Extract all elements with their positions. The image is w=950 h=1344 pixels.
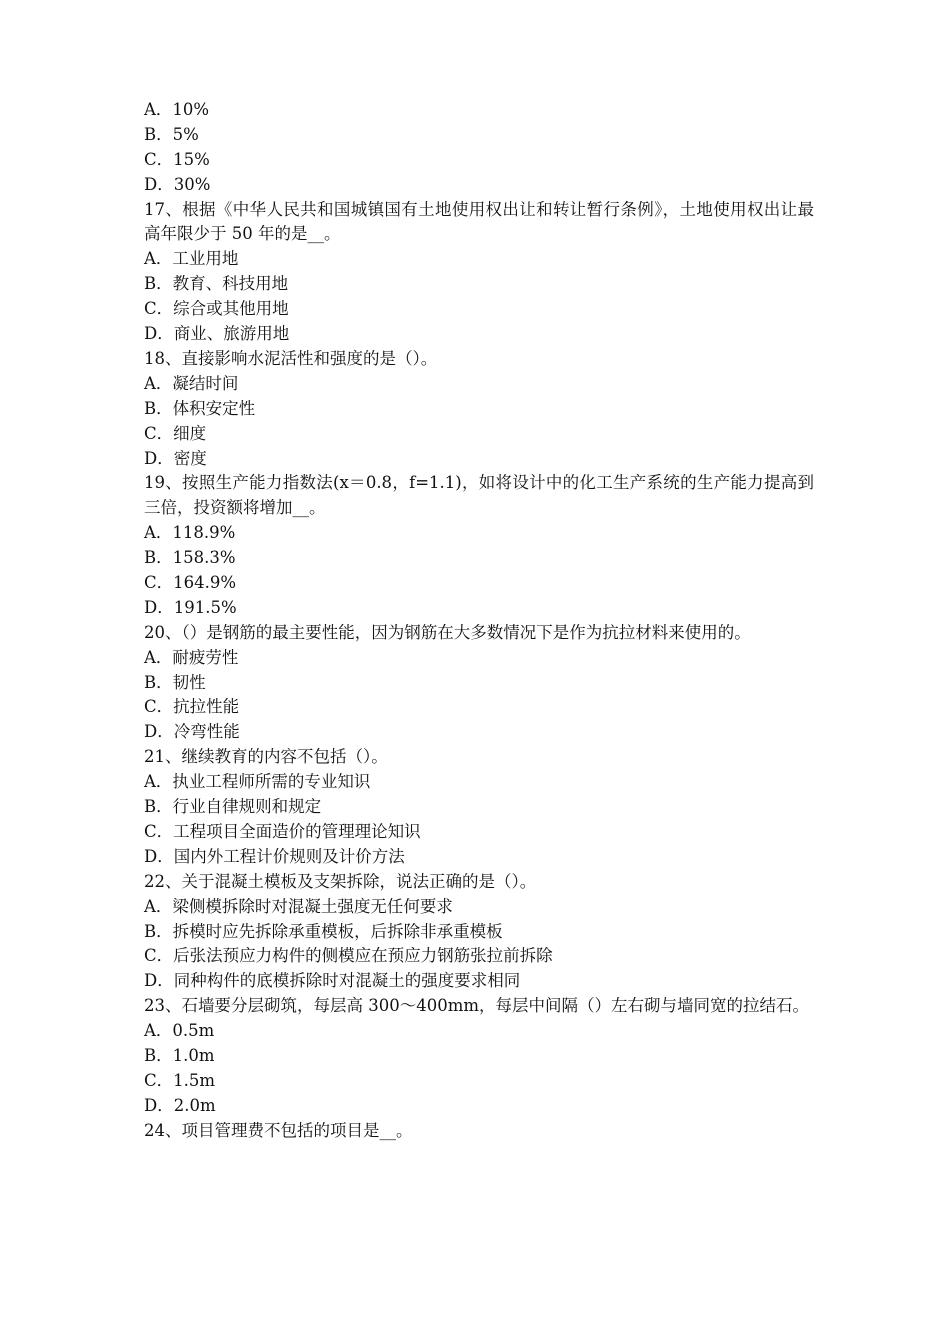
document-page bbox=[144, 98, 814, 1144]
option-23b: B．1.0m bbox=[144, 1045, 215, 1065]
question-21: 21、继续教育的内容不包括（）。 bbox=[144, 747, 388, 767]
option-22b: B．拆模时应先拆除承重模板，后拆除非承重模板 bbox=[144, 921, 503, 941]
question-18: 18、直接影响水泥活性和强度的是（）。 bbox=[144, 348, 438, 368]
option-23a: A．0.5m bbox=[144, 1021, 215, 1041]
question-20: 20、（）是钢筋的最主要性能，因为钢筋在大多数情况下是作为抗拉材料来使用的。 bbox=[144, 622, 751, 642]
option-19d: D．191.5% bbox=[144, 597, 237, 617]
option-22d: D．同种构件的底模拆除时对混凝土的强度要求相同 bbox=[144, 971, 521, 991]
option-21a: A．执业工程师所需的专业知识 bbox=[144, 772, 371, 792]
option-21d: D．国内外工程计价规则及计价方法 bbox=[144, 846, 405, 866]
option-16a: A．10% bbox=[144, 100, 210, 119]
option-20d: D．冷弯性能 bbox=[144, 722, 240, 742]
option-22a: A．梁侧模拆除时对混凝土强度无任何要求 bbox=[144, 896, 453, 916]
option-18b: B．体积安定性 bbox=[144, 398, 256, 418]
option-20a: A．耐疲劳性 bbox=[144, 647, 239, 667]
option-20c: C．抗拉性能 bbox=[144, 697, 240, 717]
option-23c: C．1.5m bbox=[144, 1070, 216, 1090]
question-19: 19、按照生产能力指数法(x＝0.8，f=1.1)，如将设计中的化工生产系统的生产能力提高到三倍，投资额将增加__。 bbox=[144, 473, 814, 518]
question-24: 24、项目管理费不包括的项目是__。 bbox=[144, 1120, 413, 1140]
option-17c: C．综合或其他用地 bbox=[144, 299, 289, 319]
question-23: 23、石墙要分层砌筑，每层高 300～400mm，每层中间隔（）左右砌与墙同宽的拉结石。 bbox=[144, 996, 810, 1016]
question-17: 17、根据《中华人民共和国城镇国有土地使用权出让和转让暂行条例》，土地使用权出让最高年限少于 50 年的是__。 bbox=[144, 199, 814, 244]
option-17d: D．商业、旅游用地 bbox=[144, 324, 290, 344]
question-22: 22、关于混凝土模板及支架拆除，说法正确的是（）。 bbox=[144, 871, 537, 891]
option-21c: C．工程项目全面造价的管理理论知识 bbox=[144, 821, 421, 841]
option-18a: A．凝结时间 bbox=[144, 373, 239, 393]
option-23d: D．2.0m bbox=[144, 1095, 216, 1115]
option-16c: C．15% bbox=[144, 149, 210, 169]
option-16d: D．30% bbox=[144, 174, 211, 194]
option-17b: B．教育、科技用地 bbox=[144, 274, 289, 294]
option-18c: C．细度 bbox=[144, 423, 207, 443]
option-18d: D．密度 bbox=[144, 448, 207, 468]
option-19b: B．158.3% bbox=[144, 548, 236, 568]
option-21b: B．行业自律规则和规定 bbox=[144, 797, 322, 817]
option-19a: A．118.9% bbox=[144, 523, 236, 543]
option-20b: B．韧性 bbox=[144, 672, 206, 692]
option-22c: C．后张法预应力构件的侧模应在预应力钢筋张拉前拆除 bbox=[144, 946, 553, 966]
option-19c: C．164.9% bbox=[144, 573, 237, 592]
option-16b: B．5% bbox=[144, 124, 199, 144]
option-17a: A．工业用地 bbox=[144, 249, 239, 269]
